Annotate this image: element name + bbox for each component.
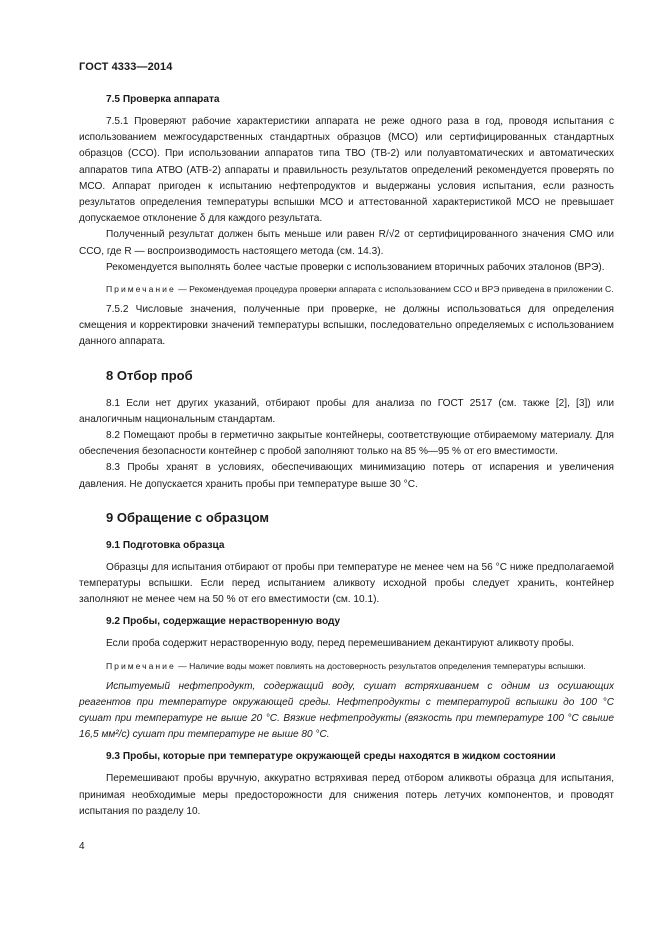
section-9-3-heading: 9.3 Пробы, которые при температуре окружающей среды находятся в жидком состоянии [106, 751, 556, 763]
section-8-heading: 8 Отбор проб [106, 367, 193, 383]
note-text: — Рекомендуемая процедура проверки аппарата с использованием ССО и ВРЭ приведена в приложении С. [178, 284, 614, 295]
note-9-2 [79, 659, 614, 673]
paragraph-7-5-1-recommendation: Рекомендуется выполнять более частые проверки с использованием вторичных рабочих эталонов (ВРЭ). [106, 261, 605, 273]
note-7-5 [79, 282, 614, 296]
paragraph-7-5-1: 7.5.1 Проверяют рабочие характеристики аппарата не реже одного раза в год, проводя испытания с использованием межгосударственных стандартных образцов (МСО) или сертифицированных стандартных образцов (ССО). При использовании аппаратов типа ТВО (ТВ-2) или полуавтоматических и автоматических аппаратов типа АТВО (АТВ-2) аппараты и правильность результатов определений рекомендуется проверять по МСО. Аппарат пригоден к испытанию нефтепродуктов и выдержаны условия испытания, если разность результатов определения температуры вспышки МСО и аттестованной характеристикой МСО не превышает допускаемое отклонение δ для каждого результата. [79, 116, 614, 225]
paragraph-8-1: 8.1 Если нет других указаний, отбирают пробы для анализа по ГОСТ 2517 (см. также [2], [3]) или аналогичным национальным стандартам. [79, 397, 614, 425]
section-7-5-heading: 7.5 Проверка аппарата [106, 94, 220, 105]
note-label: Примечание [106, 284, 176, 295]
document-body [79, 92, 614, 820]
note-label: Примечание [106, 660, 176, 671]
paragraph-9-2-2: Испытуемый нефтепродукт, содержащий воду, сушат встряхиванием с одним из осушающих реагентов при температуре окружающей среды. Нефтепродукты с температурой вспышки до 100 °С сушат при температуре не выше 20 °С. Вязкие нефтепродукты (вязкость при температуре 100 °С свыше 16,5 мм²/с) сушат при температуре не выше 80 °С. [79, 680, 614, 741]
section-9-1-heading: 9.1 Подготовка образца [106, 539, 225, 551]
paragraph-8-2: 8.2 Помещают пробы в герметично закрытые контейнеры, соответствующие отбираемому материалу. Для обеспечения безопасности контейнер с пробой заполняют только на 85 %—95 % от его вместимости. [79, 430, 614, 458]
paragraph-9-3: Перемешивают пробы вручную, аккуратно встряхивая перед отбором аликвоты образца для испытания, принимая необходимые меры предосторожности для снижения потерь летучих компонентов, и проводят испытания по разделу 10. [79, 773, 614, 817]
paragraph-7-5-2: 7.5.2 Числовые значения, полученные при проверке, не должны использоваться для определения смещения и корректировки значений температуры вспышки, последовательно определяемых с использованием данного аппарата. [79, 304, 614, 348]
paragraph-9-1: Образцы для испытания отбирают от пробы при температуре не менее чем на 56 °С ниже предполагаемой температуры вспышки. Если перед испытанием аликвоту исходной пробы следует хранить, контейнер заполняют не менее чем на 50 % от его вместимости (см. 10.1). [79, 561, 614, 606]
paragraph-7-5-1-result: Полученный результат должен быть меньше или равен R/√2 от сертифицированного значения СМО или ССО, где R — воспроизводимость настоящего метода (см. 14.3). [79, 229, 614, 257]
paragraph-9-2-1: Если проба содержит нерастворенную воду, перед перемешиванием декантируют аликвоту пробы. [106, 638, 575, 650]
document-header: ГОСТ 4333—2014 [79, 61, 173, 73]
page-number: 4 [79, 841, 85, 852]
section-9-2-heading: 9.2 Пробы, содержащие нерастворенную воду [106, 616, 341, 628]
paragraph-8-3: 8.3 Пробы хранят в условиях, обеспечивающих минимизацию потерь от испарения и увеличения давления. Не допускается хранить пробы при температуре выше 30 °С. [79, 462, 614, 490]
note-text: — Наличие воды может повлиять на достоверность результатов определения температуры вспышки. [178, 660, 586, 671]
section-9-heading: 9 Обращение с образцом [106, 509, 270, 525]
